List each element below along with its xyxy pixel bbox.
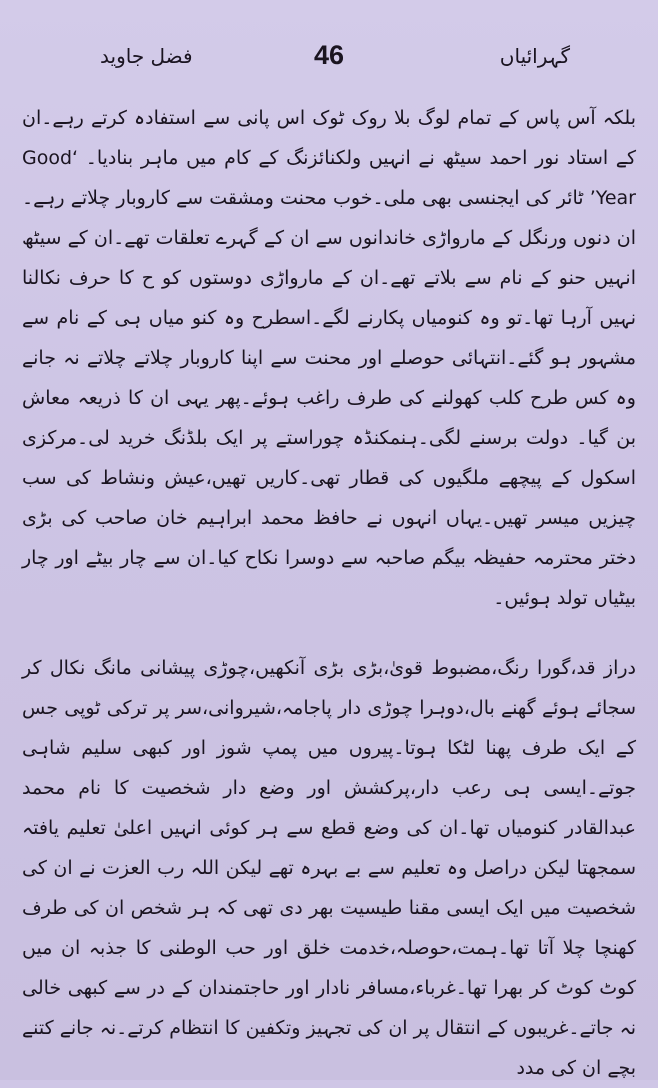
book-title: گہرائیاں bbox=[499, 44, 570, 68]
page-number: 46 bbox=[313, 40, 345, 70]
paragraph-1: بلکہ آس پاس کے تمام لوگ بلا روک ٹوک اس پانی سے استفادہ کرتے رہے۔ان کے استاد نور احمد سیٹھ نے انہیں ولکنائزنگ کے کام میں ماہر بنادیا۔ ‘Good Year’ ٹائر کی ایجنسی بھی ملی۔خوب محنت ومشقت سے کاروبار چلاتے رہے۔ان دنوں ورنگل کے مارواڑی خاندانوں سے ان کے گہرے تعلقات تھے۔ان کے سیٹھ انہیں حنو کے نام سے بلاتے تھے۔ان کے مارواڑی دوستوں کو ح کا حرف نکالنا نہیں آرہا تھا۔تو وہ کنومیاں پکارنے لگے۔اسطرح وہ کنو میاں ہی کے نام سے مشہور ہو گئے۔انتہائی حوصلے اور محنت سے اپنا کاروبار چلاتے چلاتے نہ جانے وہ کس طرح کلب کھولنے کی طرف راغب ہوئے۔پھر یہی ان کا ذریعہ معاش بن گیا۔ دولت برسنے لگی۔ہنمکنڈہ چوراستے پر ایک بلڈنگ خرید لی۔مرکزی اسکول کے پیچھے ملگیوں کی قطار تھی۔کاریں تھیں،عیش ونشاط کی سب چیزیں میسر تھیں۔یہاں انہوں نے حافظ محمد ابراہیم خان صاحب کی بڑی دختر محترمہ حفیظہ بیگم صاحبہ سے دوسرا نکاح کیا۔ان سے چار بیٹے اور چار بیٹیاں تولد ہوئیں۔ bbox=[22, 107, 636, 609]
paragraph-2: دراز قد،گورا رنگ،مضبوط قویٰ،بڑی بڑی آنکھیں،چوڑی پیشانی مانگ نکال کر سجائے ہوئے گھنے بال،دوہرا چوڑی دار پاجامہ،شیروانی،سر پر ترکی ٹوپی جس کے ایک طرف پھنا لٹکا ہوتا۔پیروں میں پمپ شوز اور کبھی سلیم شاہی جوتے۔ایسی ہی رعب دار،پرکشش اور وضع دار شخصیت کا نام محمد عبدالقادر کنومیاں تھا۔ان کی وضع قطع سے ہر کوئی انہیں اعلیٰ تعلیم یافتہ سمجھتا لیکن دراصل وہ تعلیم سے بے بہرہ تھے لیکن اللہ رب العزت نے ان کی شخصیت میں ایک ایسی مقنا طیسیت بھر دی تھی کہ ہر شخص ان کی طرف کھنچا چلا آتا تھا۔ہمت،حوصلہ،خدمت خلق اور حب الوطنی کا جذبہ ان میں کوٹ کوٹ کر بھرا تھا۔غرباء،مسافر نادار اور حاجتمندان کے در سے کبھی خالی نہ جاتے۔غریبوں کے انتقال پر ان کی تجہیز وتکفین کا انتظام کرتے۔نہ جانے کتنے بچے ان کی مدد bbox=[22, 657, 636, 1079]
page-body bbox=[22, 98, 636, 1079]
author-name: فضل جاوید bbox=[100, 44, 193, 68]
page-header bbox=[0, 40, 658, 80]
